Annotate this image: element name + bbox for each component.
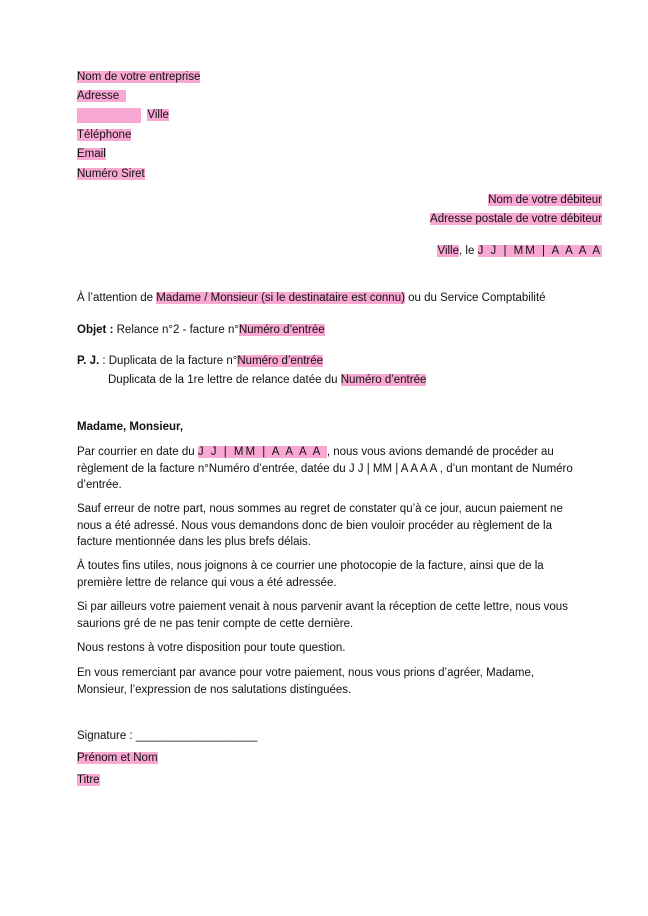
recipient-date-line: Ville, le J J | MM | A A A A bbox=[437, 245, 602, 257]
recipient-address: Adresse postale de votre débiteur bbox=[430, 213, 602, 225]
sender-company: Nom de votre entreprise bbox=[77, 71, 201, 83]
signature-line: Signature : ___________________ bbox=[77, 730, 258, 742]
subject-number: Numéro d’entrée bbox=[238, 324, 325, 336]
invoice-reminder-date: J J | MM | A A A A bbox=[197, 446, 327, 458]
body-paragraph-3: À toutes fins utiles, nous joignons à ce courrier une photocopie de la facture, ainsi que de la première lettre de relance qui vous a été adressée. bbox=[77, 560, 544, 589]
body-paragraph-2: Sauf erreur de notre part, nous sommes au regret de constater qu’à ce jour, aucun paiement ne nous a été adressé. Nous vous demandons donc de bien vouloir procéder au règlement de la facture mentionnée dans les plus brefs délais. bbox=[77, 503, 563, 548]
body-paragraph-5: Nous restons à votre disposition pour toute question. bbox=[77, 642, 346, 654]
body-paragraph-4: Si par ailleurs votre paiement venait à nous parvenir avant la réception de cette lettre, nous vous saurions gré de ne pas tenir compte de cette dernière. bbox=[77, 601, 568, 630]
sender-email: Email bbox=[77, 148, 106, 160]
recipient-city: Ville bbox=[437, 245, 460, 257]
recipient-name: Nom de votre débiteur bbox=[488, 194, 602, 206]
attention-line: À l’attention de Madame / Monsieur (si le destinataire est connu) ou du Service Comptabilité bbox=[77, 292, 546, 304]
sender-city: Ville bbox=[147, 109, 169, 121]
attachments-line-1: P. J. : Duplicata de la facture n°Numéro d’entrée bbox=[77, 355, 324, 367]
body-paragraph-1: Par courrier en date du J J | MM | A A A A , nous vous avions demandé de procéder au règlement de la facture n°Numéro d’entrée, datée du J J | MM | A A A A , d’un montant de Numéro d’entrée. bbox=[77, 446, 573, 491]
letter-date: J J | MM | A A A A bbox=[477, 245, 602, 257]
salutation: Madame, Monsieur, bbox=[77, 421, 184, 433]
sender-phone: Téléphone bbox=[77, 129, 132, 141]
sender-city-line bbox=[77, 108, 169, 123]
sender-address: Adresse bbox=[77, 89, 126, 104]
body-paragraph-6: En vous remerciant par avance pour votre paiement, nous vous prions d’agréer, Madame, Monsieur, l’expression de nos salutations distinguées. bbox=[77, 667, 535, 696]
sender-siret: Numéro Siret bbox=[77, 168, 145, 180]
signature-title: Titre bbox=[77, 774, 100, 786]
signature-name: Prénom et Nom bbox=[77, 752, 158, 764]
attachments-line-2: Duplicata de la 1re lettre de relance datée du Numéro d’entrée bbox=[108, 374, 427, 386]
subject-line: Objet : Relance n°2 - facture n°Numéro d’entrée bbox=[77, 324, 325, 336]
